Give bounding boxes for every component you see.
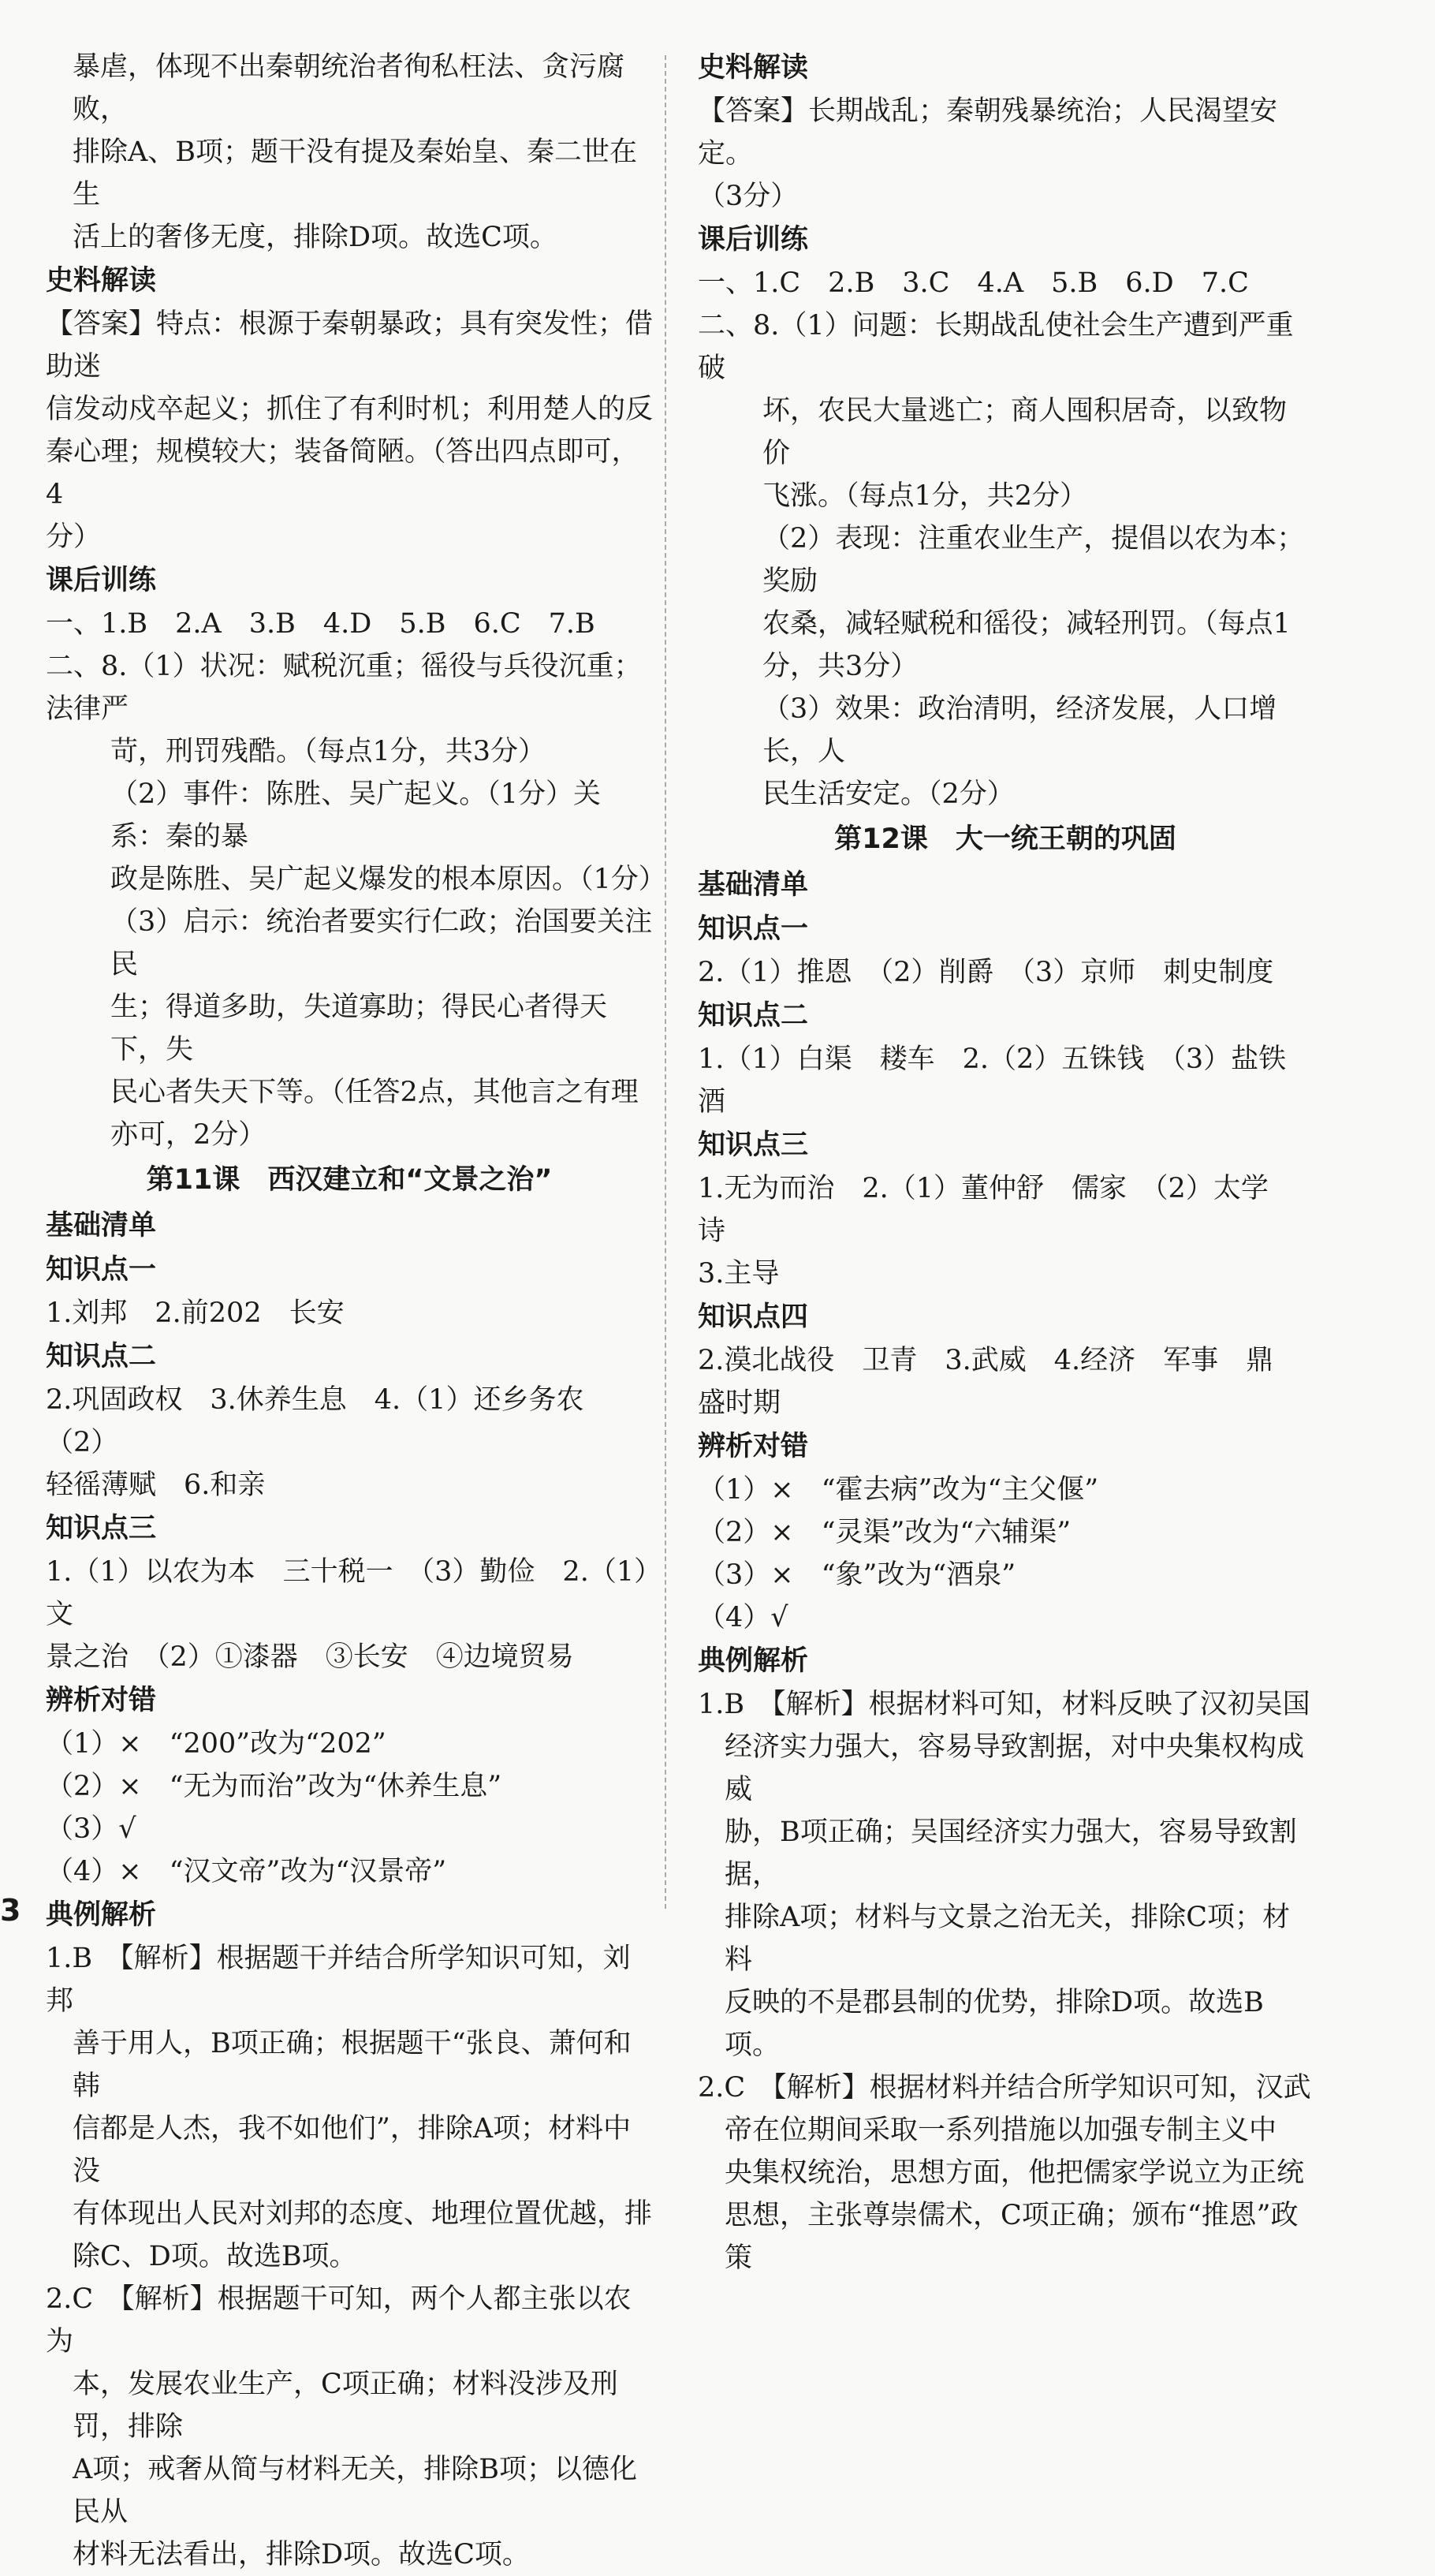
text-line: 排除A项；材料与文景之治无关，排除C项；材料 [725, 1902, 1291, 1976]
text-line: 二、8.（1）状况：赋税沉重；徭役与兵役沉重；法律严 [46, 651, 642, 725]
text-line: 民心者失天下等。（任答2点，其他言之有理 [110, 1077, 639, 1108]
text-line: 本，发展农业生产，C项正确；材料没涉及刑罚，排除 [73, 2369, 618, 2443]
text-line: （2）× “灵渠”改为“六辅渠” [698, 1517, 1072, 1548]
text-line: 2.C 【解析】根据材料并结合所学知识可知，汉武 [698, 2072, 1311, 2104]
section-heading: 知识点三 [46, 1513, 157, 1544]
text-line: （3）效果：政治清明，经济发展，人口增长，人 [762, 693, 1277, 767]
text-line: 帝在位期间采取一系列措施以加强专制主义中 [725, 2115, 1277, 2146]
text-line: 1.（1）以农为本 三十税一 （3）勤俭 2.（1）文 [46, 1556, 648, 1630]
section-heading: 辨析对错 [698, 1431, 809, 1462]
text-line: 民生活安定。（2分） [762, 778, 1015, 810]
text-line: 2.C 【解析】根据题干可知，两个人都主张以农为 [46, 2283, 632, 2358]
text-line: （3）√ [46, 1813, 136, 1845]
column-divider [665, 55, 666, 1909]
section-heading: 知识点一 [698, 913, 809, 945]
text-line: 生；得道多助，失道寡助；得民心者得天下，失 [110, 991, 608, 1066]
text-line: （4）√ [698, 1602, 788, 1633]
text-line: 飞涨。（每点1分，共2分） [762, 480, 1088, 512]
text-line: 信发动戍卒起义；抓住了有利时机；利用楚人的反 [46, 394, 654, 425]
text-line: A项；戒奢从简与材料无关，排除B项；以德化民从 [73, 2454, 637, 2528]
section-heading: 辨析对错 [46, 1685, 157, 1716]
text-line: 反映的不是郡县制的优势，排除D项。故选B项。 [725, 1987, 1264, 2061]
text-line: 胁，B项正确；吴国经济实力强大，容易导致割据， [725, 1816, 1297, 1891]
text-line: 亦可，2分） [110, 1119, 266, 1151]
text-line: （4）× “汉文帝”改为“汉景帝” [46, 1856, 447, 1887]
text-line: （3）× “象”改为“酒泉” [698, 1559, 1016, 1591]
left-column [46, 46, 666, 2576]
section-heading: 基础清单 [46, 1210, 157, 1241]
text-line: 【答案】特点：根源于秦朝暴政；具有突发性；借助迷 [46, 308, 654, 383]
lesson-title: 第12课 大一统王朝的巩固 [834, 823, 1176, 855]
text-line: 苛，刑罚残酷。（每点1分，共3分） [110, 736, 546, 767]
text-line: （2）× “无为而治”改为“休养生息” [46, 1771, 502, 1802]
section-heading: 知识点二 [698, 1000, 809, 1032]
section-heading: 知识点四 [698, 1301, 809, 1333]
text-line: 轻徭薄赋 6.和亲 [46, 1469, 266, 1501]
text-line: 2.（1）推恩 （2）削爵 （3）京师 刺史制度 [698, 957, 1274, 988]
section-heading: 典例解析 [46, 1899, 157, 1931]
section-heading: 典例解析 [698, 1645, 809, 1677]
section-heading: 基础清单 [698, 869, 809, 901]
text-line: 二、8.（1）问题：长期战乱使社会生产遭到严重破 [698, 310, 1294, 384]
text-line: （3）启示：统治者要实行仁政；治国要关注民 [110, 906, 653, 980]
text-line: 农桑，减轻赋税和徭役；减轻刑罚。（每点1 [762, 608, 1291, 640]
text-line: 1.（1）白渠 耧车 2.（2）五铢钱 （3）盐铁 酒 [698, 1043, 1314, 1118]
text-line: 【答案】长期战乱；秦朝残暴统治；人民渴望安定。 [698, 95, 1278, 170]
text-line: 材料无法看出，排除D项。故选C项。 [73, 2539, 530, 2570]
text-line: 一、1.B 2.A 3.B 4.D 5.B 6.C 7.B [46, 608, 595, 640]
text-line: 景之治 （2）①漆器 ③长安 ④边境贸易 [46, 1641, 574, 1673]
section-heading: 史料解读 [46, 265, 157, 297]
text-line: 活上的奢侈无度，排除D项。故选C项。 [73, 222, 557, 253]
text-line: 排除A、B项；题干没有提及秦始皇、秦二世在生 [73, 136, 637, 211]
text-line: （1）× “霍去病”改为“主父偃” [698, 1474, 1099, 1506]
text-line: 分） [46, 521, 102, 553]
text-line: 经济实力强大，容易导致割据，对中央集权构成威 [725, 1731, 1305, 1805]
text-line: 政是陈胜、吴广起义爆发的根本原因。（1分） [110, 864, 666, 895]
text-line: 1.B 【解析】根据题干并结合所学知识可知，刘邦 [46, 1943, 631, 2017]
text-line: 暴虐，体现不出秦朝统治者徇私枉法、贪污腐败， [73, 51, 625, 125]
text-line: 有体现出人民对刘邦的态度、地理位置优越，排 [73, 2198, 653, 2230]
section-heading: 知识点二 [46, 1341, 157, 1372]
page-number: 3 [0, 1893, 21, 1928]
right-column [698, 46, 1313, 2279]
text-line: 分，共3分） [762, 651, 919, 682]
section-heading: 课后训练 [698, 224, 809, 256]
text-line: 善于用人，B项正确；根据题干“张良、萧何和韩 [73, 2028, 632, 2102]
text-line: 信都是人杰，我不如他们”，排除A项；材料中没 [73, 2113, 632, 2187]
text-line: （2）事件：陈胜、吴广起义。（1分）关系：秦的暴 [110, 778, 602, 853]
text-line: 央集权统治，思想方面，他把儒家学说立为正统 [725, 2157, 1305, 2189]
text-line: 2.漠北战役 卫青 3.武威 4.经济 军事 鼎 [698, 1345, 1274, 1376]
text-line: 思想，主张尊崇儒术，C项正确；颁布“推恩”政策 [725, 2200, 1299, 2274]
text-line: （3分） [698, 181, 799, 212]
text-line: 1.B 【解析】根据材料可知，材料反映了汉初吴国 [698, 1689, 1310, 1720]
text-line: （1）× “200”改为“202” [46, 1728, 386, 1760]
lesson-title: 第11课 西汉建立和“文景之治” [146, 1164, 553, 1196]
section-heading: 课后训练 [46, 565, 157, 596]
text-line: 坏，农民大量逃亡；商人囤积居奇，以致物价 [762, 395, 1288, 469]
text-line: 一、1.C 2.B 3.C 4.A 5.B 6.D 7.C [698, 267, 1249, 299]
text-line: 盛时期 [698, 1387, 781, 1419]
section-heading: 史料解读 [698, 52, 809, 84]
text-line: 秦心理；规模较大；装备简陋。（答出四点即可，4 [46, 436, 639, 510]
text-line: 1.刘邦 2.前202 长安 [46, 1297, 345, 1329]
section-heading: 知识点三 [698, 1129, 809, 1161]
text-line: 1.无为而治 2.（1）董仲舒 儒家 （2）太学 诗 [698, 1173, 1296, 1247]
text-line: 除C、D项。故选B项。 [73, 2241, 357, 2272]
text-line: 3.主导 [698, 1258, 780, 1290]
section-heading: 知识点一 [46, 1254, 157, 1286]
text-line: （2）表现：注重农业生产，提倡以农为本；奖励 [762, 523, 1305, 597]
text-line: 2.巩固政权 3.休养生息 4.（1）还乡务农 （2） [46, 1384, 612, 1458]
